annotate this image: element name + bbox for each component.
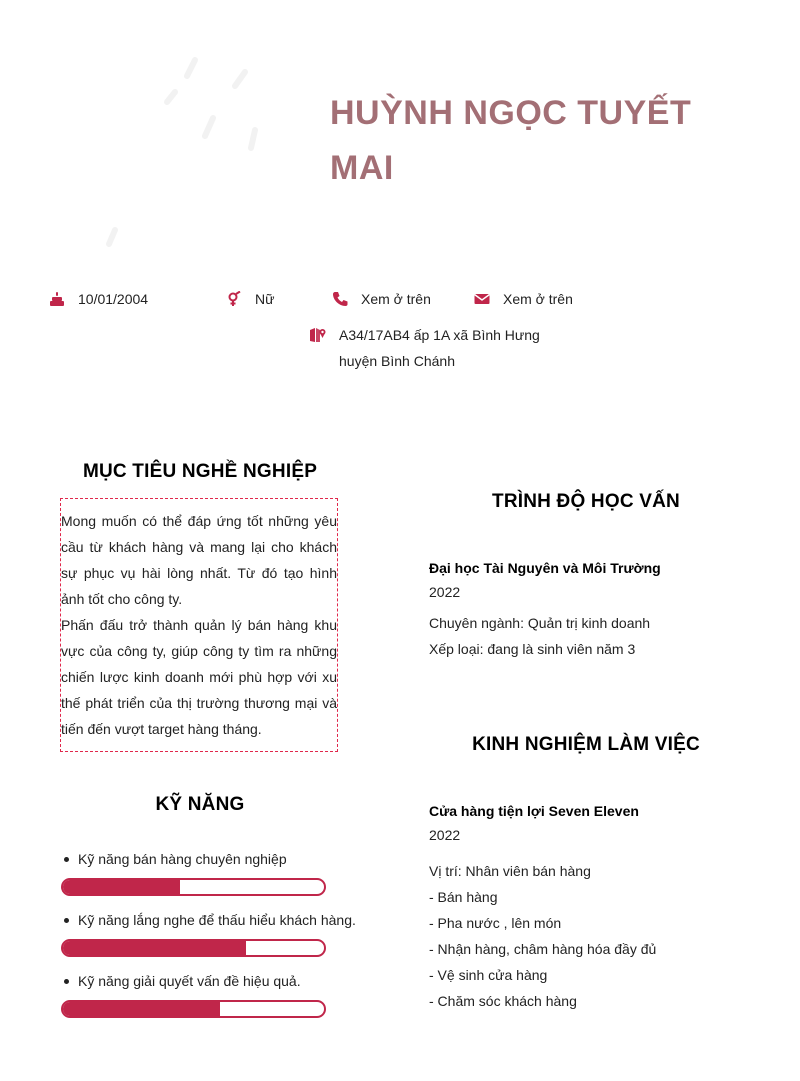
experience-line: - Pha nước , lên món [429, 915, 562, 931]
objective-box [60, 498, 338, 752]
bullet-icon [64, 857, 69, 862]
experience-year: 2022 [429, 827, 461, 843]
candidate-name: HUỲNH NGỌC TUYẾT MAI [330, 94, 692, 187]
experience-line: - Chăm sóc khách hàng [429, 993, 577, 1009]
birthdate-item [49, 291, 148, 307]
phone-item [332, 291, 431, 307]
birthday-cake-icon [49, 291, 65, 307]
experience-line: - Nhận hàng, châm hàng hóa đầy đủ [429, 941, 657, 957]
email-item [474, 291, 573, 307]
skill-bar-fill [63, 941, 246, 955]
education-year: 2022 [429, 584, 461, 600]
bullet-icon [64, 918, 69, 923]
experience-company: Cửa hàng tiện lợi Seven Eleven [429, 803, 639, 819]
gender-icon [226, 291, 242, 307]
skill-item-2 [64, 912, 356, 928]
gender-value: Nữ [255, 291, 275, 307]
address-item [310, 327, 540, 374]
experience-line: - Vệ sinh cửa hàng [429, 967, 548, 983]
map-pin-icon [310, 327, 326, 343]
education-rank: Xếp loại: đang là sinh viên năm 3 [429, 641, 636, 657]
experience-line: Vị trí: Nhân viên bán hàng [429, 863, 591, 879]
skills-title: KỸ NĂNG [155, 794, 245, 815]
address-line-2: huyện Bình Chánh [339, 353, 455, 369]
objective-paragraph-2: Phấn đấu trở thành quản lý bán hàng khu vực của công ty, giúp công ty tìm ra những chiến lược kinh doanh mới phù hợp với xu thế phát triển của thị trường thương mại và tiến đến vượt target hàng tháng. [61, 617, 337, 737]
skill-bar-1 [61, 878, 326, 896]
email-icon [474, 291, 490, 307]
skill-label: Kỹ năng bán hàng chuyên nghiệp [78, 851, 287, 867]
skill-bar-fill [63, 880, 180, 894]
education-school: Đại học Tài Nguyên và Môi Trường [429, 560, 661, 576]
address-line-1: A34/17AB4 ấp 1A xã Bình Hưng [339, 327, 540, 343]
skill-label: Kỹ năng giải quyết vấn đề hiệu quả. [78, 973, 301, 989]
objective-title: MỤC TIÊU NGHỀ NGHIỆP [82, 461, 318, 482]
bullet-icon [64, 979, 69, 984]
objective-paragraph-1: Mong muốn có thể đáp ứng tốt những yêu cầu từ khách hàng và mang lại cho khách sự phục vụ hài lòng nhất. Từ đó tạo hình ảnh tốt cho công ty. [61, 513, 337, 607]
experience-line: - Bán hàng [429, 889, 498, 905]
skill-item-3 [64, 973, 301, 989]
phone-icon [332, 291, 348, 307]
experience-details [429, 858, 656, 1014]
profile-photo [95, 40, 275, 255]
skill-label: Kỹ năng lắng nghe để thấu hiểu khách hàng. [78, 912, 356, 928]
skill-item-1 [64, 851, 287, 867]
education-title: TRÌNH ĐỘ HỌC VẤN [492, 491, 680, 512]
experience-title: KINH NGHIỆM LÀM VIỆC [472, 734, 700, 755]
gender-item [226, 291, 274, 307]
skill-bar-3 [61, 1000, 326, 1018]
email-value: Xem ở trên [503, 291, 573, 307]
skill-bar-fill [63, 1002, 220, 1016]
phone-value: Xem ở trên [361, 291, 431, 307]
skill-bar-2 [61, 939, 326, 957]
education-major: Chuyên ngành: Quản trị kinh doanh [429, 615, 651, 631]
birthdate-value: 10/01/2004 [78, 291, 149, 307]
